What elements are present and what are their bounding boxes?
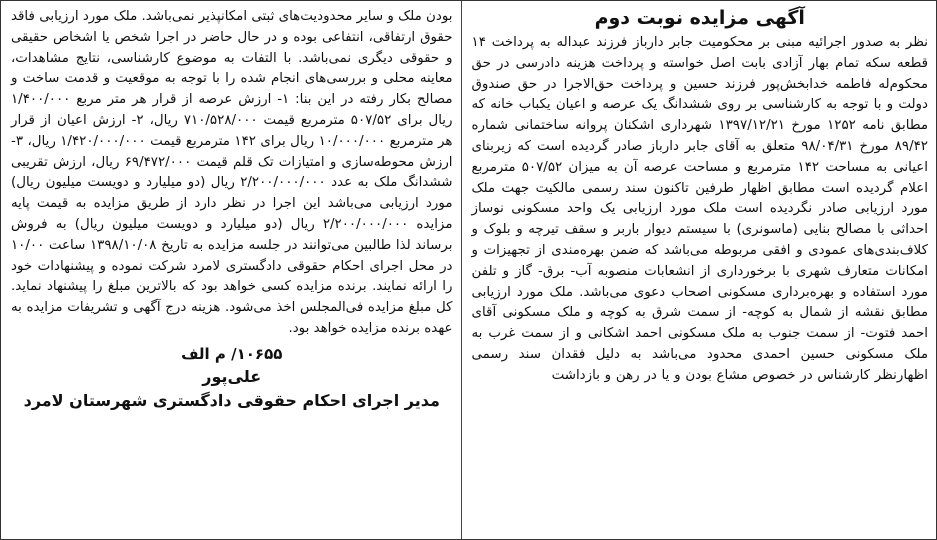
notice-column-right — [462, 1, 937, 539]
notice-body-right: نظر به صدور اجرائیه مبنی بر محکومیت جابر دارباز فرزند عبداله به پرداخت ۱۴ قطعه سکه تمام بهار آزادی بابت اصل خواسته و پرداخت هزینه دادرسی در حق محکوم‌له فاطمه خدابخش‌پور فرزند حسین و پرداخت حق‌الاجرا در حق صندوق دولت و با توجه به کارشناسی بر روی ششدانگ یک عرصه و اعیان یکباب خانه که مطابق نامه ۱۲۵۲ مورخ ۱۳۹۷/۱۲/۲۱ شهرداری اشکنان پروانه ساختمانی شماره ۸۹/۴۲ مورخ ۹۸/۰۴/۳۱ متعلق به آقای جابر دارباز صادر گردیده است که زیربنای اعیانی به مساحت ۱۴۲ مترمربع و مساحت عرصه آن به میزان ۵۰۷/۵۲ مترمربع اعلام گردیده است مطابق اظهار طرفین تاکنون سند رسمی مالکیت جهت ملک مورد ارزیابی صادر نگردیده است ملک مورد ارزیابی یک واحد مسکونی نوساز احداثی با مصالح بنایی (ماسونری) با سیستم دیوار باربر و سقف تیرچه و بلوک و کلاف‌بندی‌های عمودی و افقی مربوطه می‌باشد که ضمن بهره‌مندی از تجهیزات و امکانات متعارف شهری با برخورداری از انشعابات منصوبه آب- برق- گاز و تلفن مورد استفاده و بهره‌برداری مسکونی اصحاب دعوی می‌باشد. ملک مورد ارزیابی مطابق نقشه از شمال به کوچه- از سمت شرق به کوچه و ملک مسکونی آقای احمد فتوت- از سمت جنوب به ملک مسکونی احمد اشکانی و از سمت غرب به ملک مسکونی حسین احمدی محدود می‌باشد به دلیل فقدان سند رسمی اظهارنظر کارشناس در خصوص مشاع بودن و یا در رهن و بازداشت — [471, 35, 928, 383]
notice-body-left: بودن ملک و سایر محدودیت‌های ثبتی امکانپذیر نمی‌باشد. ملک مورد ارزیابی فاقد حقوق ارتفاقی، انتفاعی بوده و در حال حاضر در اجرا شخص یا اشخاص حقیقی و حقوقی دیگری نمی‌باشد. با التفات به موضوع کارشناسی، نتایج مشاهدات، معاینه محلی و بررسی‌های انجام شده را با توجه به موقعیت و قدمت ساخت و مصالح بکار رفته در این بنا: ۱- ارزش عرصه از قرار هر متر مربع ۱/۴۰۰/۰۰۰ ریال برای ۵۰۷/۵۲ مترمربع قیمت ۷۱۰/۵۲۸/۰۰۰ ریال، ۲- ارزش اعیان از قرار هر مترمربع ۱۰/۰۰۰/۰۰۰ ریال برای ۱۴۲ مترمربع قیمت ۱/۴۲۰/۰۰۰/۰۰۰ ریال، ۳- ارزش محوطه‌سازی و امتیازات تک قلم قیمت ۶۹/۴۷۲/۰۰۰ ریال، ارزش تقریبی ششدانگ ملک به عدد ۲/۲۰۰/۰۰۰/۰۰۰ ریال (دو میلیارد و دویست میلیون ریال) مورد ارزیابی می‌باشد این اجرا در نظر دارد از طریق مزایده به قیمت پایه مزایده ۲/۲۰۰/۰۰۰/۰۰۰ ریال (دو میلیارد و دویست میلیون ریال) به فروش برساند لذا طالبین می‌توانند در جلسه مزایده به تاریخ ۱۳۹۸/۱۰/۰۸ ساعت ۱۰/۰۰ در محل اجرای احکام حقوقی دادگستری لامرد شرکت نموده و پیشنهادات خود را ارائه نمایند. برنده مزایده کسی خواهد بود که بالاترین مبلغ را پیشنهاد نماید. کل مبلغ مزایده فی‌المجلس اخذ می‌شود. هزینه درج آگهی و تشریفات مزایده به عهده برنده مزایده خواهد بود. — [10, 9, 453, 336]
signer-title: مدیر اجرای احکام حقوقی دادگستری شهرستان لامرد — [23, 390, 440, 410]
notice-column-left — [1, 1, 461, 539]
notice-title: آگهی مزایده نوبت دوم — [594, 7, 805, 29]
signer-name: علی‌پور — [202, 366, 262, 386]
reference-number: ۱۰۶۵۵/ م الف — [181, 344, 283, 363]
